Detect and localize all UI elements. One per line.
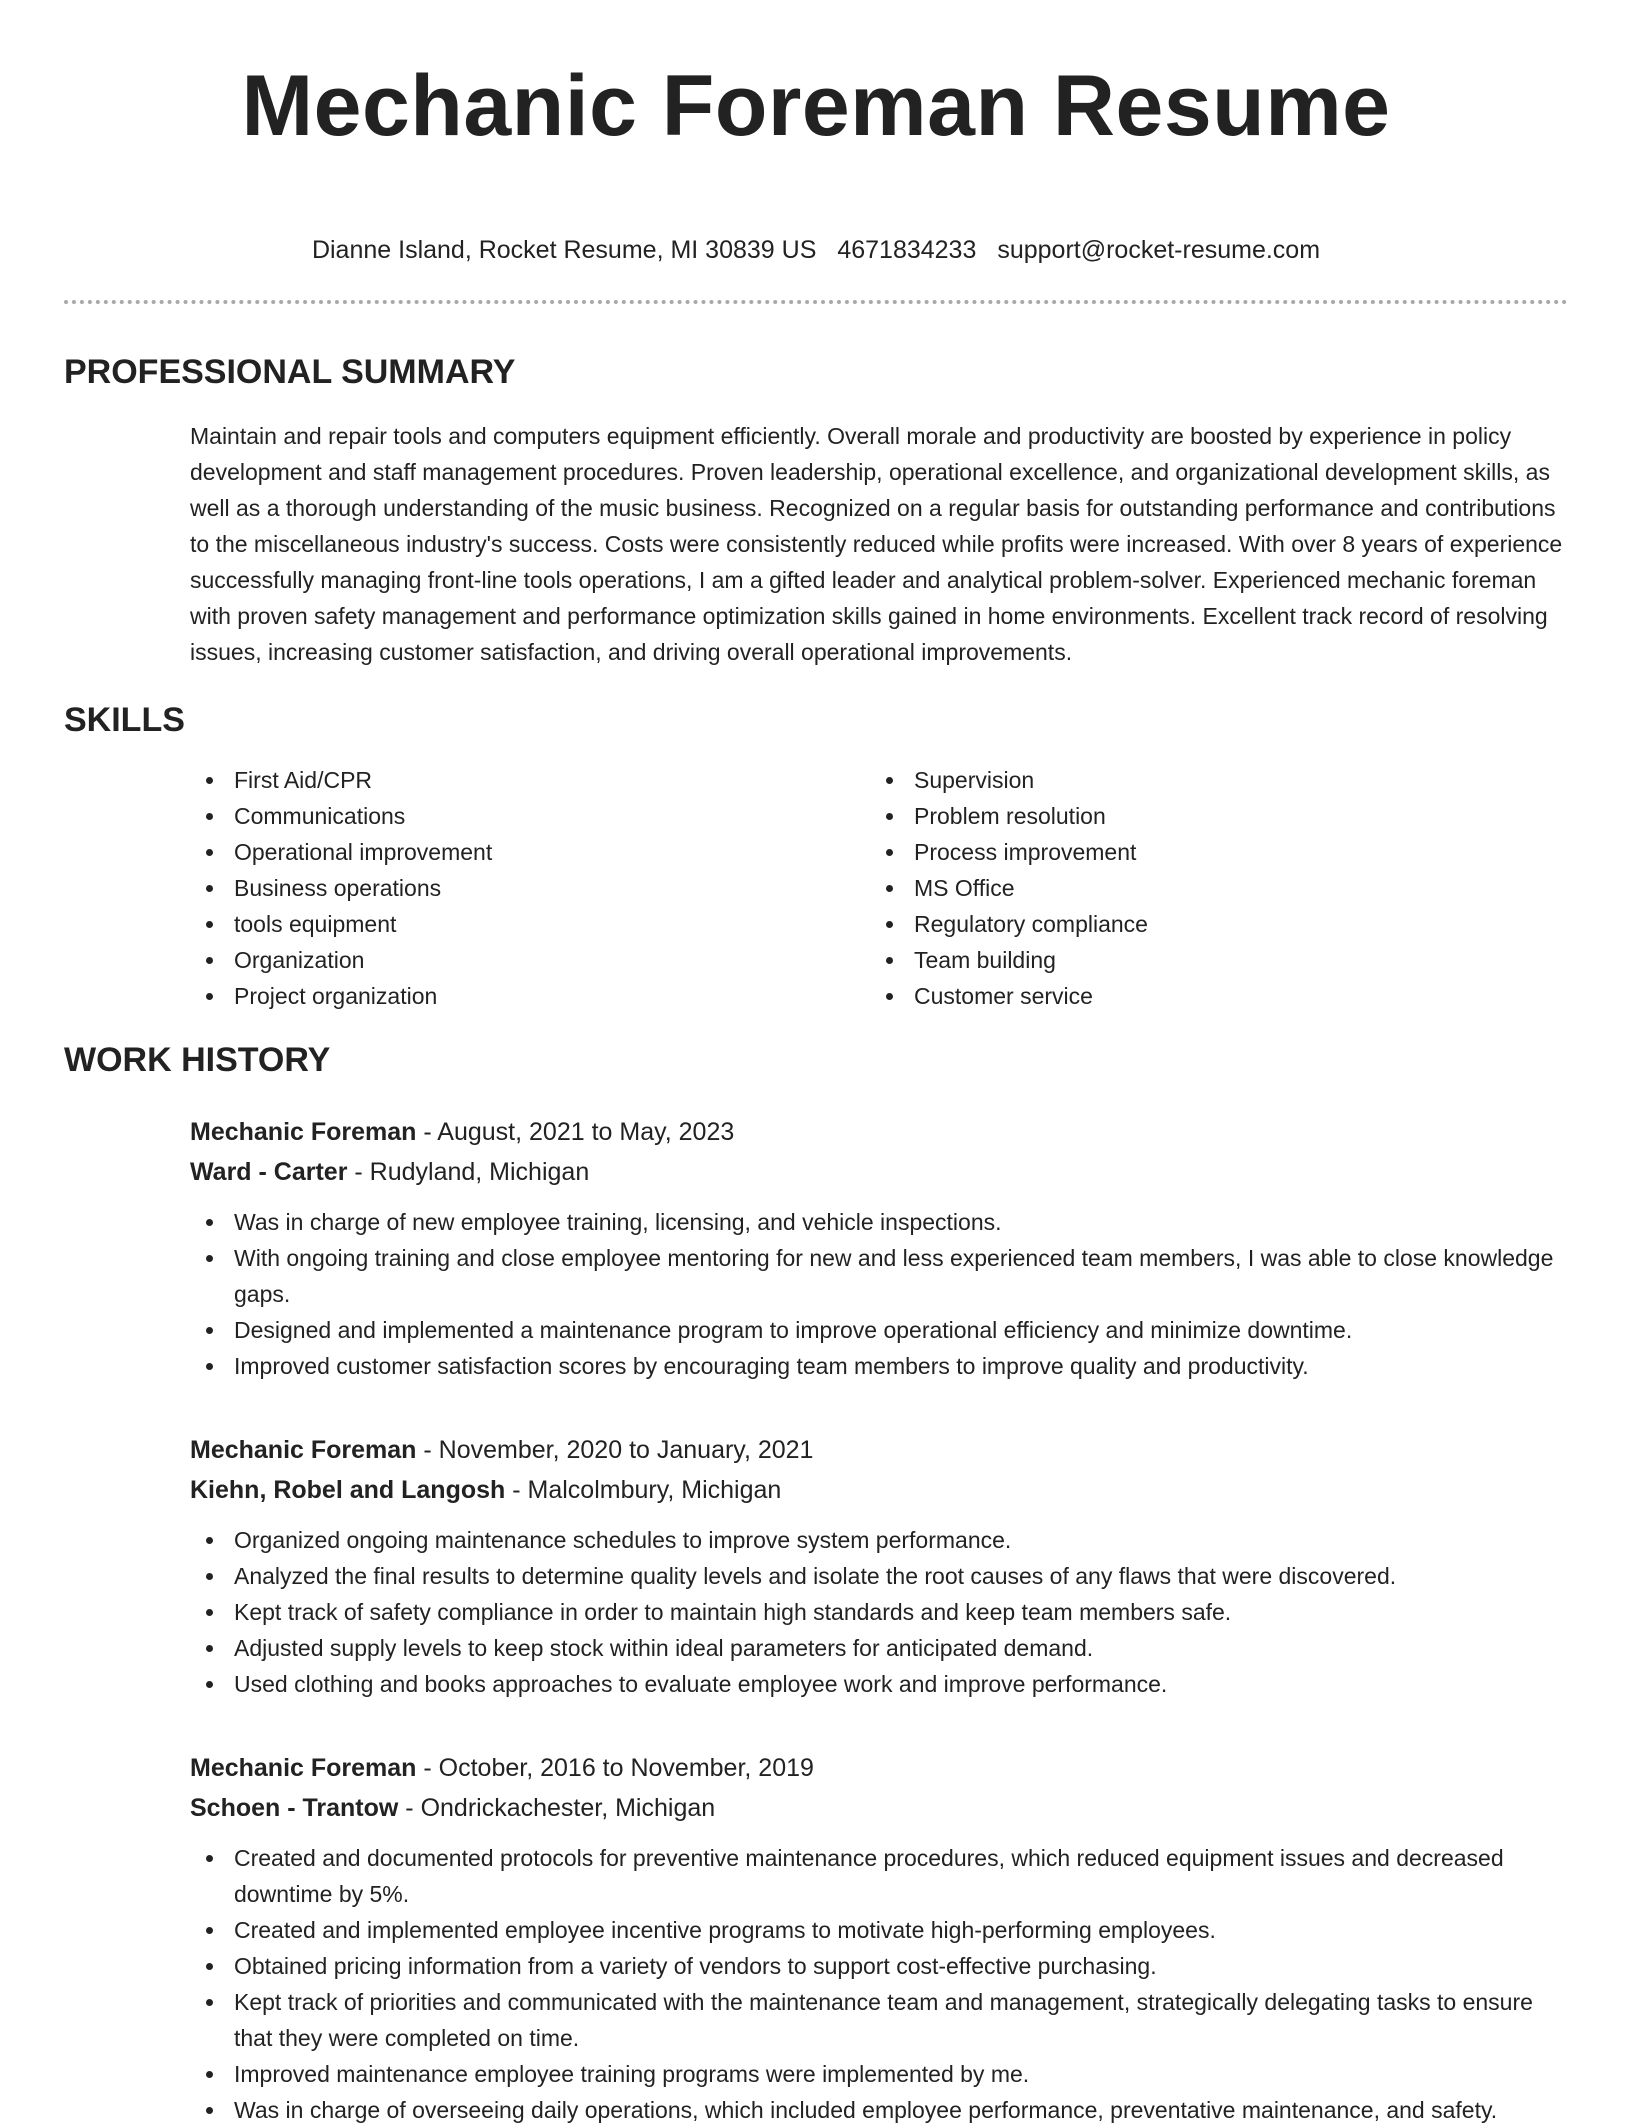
job-duties [190, 1204, 1568, 1384]
skill-item: Regulatory compliance [870, 906, 1148, 942]
skill-item: Problem resolution [870, 798, 1148, 834]
job-duty: Improved customer satisfaction scores by encouraging team members to improve quality and productivity. [190, 1348, 1568, 1384]
skill-item: First Aid/CPR [190, 762, 870, 798]
work-history-list [190, 1112, 1568, 2128]
job-entry [190, 1430, 1568, 1702]
skill-item: Communications [190, 798, 870, 834]
skill-item: tools equipment [190, 906, 870, 942]
job-dates: - August, 2021 to May, 2023 [416, 1118, 735, 1146]
skill-item: Supervision [870, 762, 1148, 798]
skill-item: Team building [870, 942, 1148, 978]
job-title: Mechanic Foreman [190, 1118, 417, 1146]
skills-list [190, 762, 1568, 1014]
job-duty: With ongoing training and close employee mentoring for new and less experienced team members, I was able to close knowledge gaps. [190, 1240, 1568, 1312]
job-company-line [190, 1470, 1568, 1510]
contact-address: Dianne Island, Rocket Resume, MI 30839 US [311, 236, 817, 264]
job-duty: Obtained pricing information from a variety of vendors to support cost-effective purchasing. [190, 1948, 1568, 1984]
contact-phone: 4671834233 [837, 236, 977, 264]
resume-title: Mechanic Foreman Resume [241, 58, 1391, 154]
skill-item: Customer service [870, 978, 1148, 1014]
job-duty: Used clothing and books approaches to evaluate employee work and improve performance. [190, 1666, 1568, 1702]
job-dates: - October, 2016 to November, 2019 [416, 1754, 814, 1782]
contact-line [64, 234, 1568, 266]
job-duty: Was in charge of overseeing daily operations, which included employee performance, preventative maintenance, and safety. [190, 2092, 1568, 2128]
job-title-line [190, 1748, 1568, 1788]
job-title-line [190, 1112, 1568, 1152]
job-company: Kiehn, Robel and Langosh [190, 1476, 506, 1504]
skills-heading: SKILLS [64, 701, 185, 739]
job-duties [190, 1522, 1568, 1702]
job-company: Ward - Carter [190, 1158, 348, 1186]
skills-column-right [870, 762, 1148, 1014]
summary-heading: PROFESSIONAL SUMMARY [64, 353, 516, 391]
job-company-line [190, 1788, 1568, 1828]
job-duty: Adjusted supply levels to keep stock within ideal parameters for anticipated demand. [190, 1630, 1568, 1666]
job-location: - Malcolmbury, Michigan [505, 1476, 782, 1504]
skill-item: Process improvement [870, 834, 1148, 870]
skill-item: MS Office [870, 870, 1148, 906]
job-duty: Created and implemented employee incentive programs to motivate high-performing employees. [190, 1912, 1568, 1948]
skill-item: Operational improvement [190, 834, 870, 870]
job-duty: Improved maintenance employee training programs were implemented by me. [190, 2056, 1568, 2092]
job-duty: Kept track of safety compliance in order to maintain high standards and keep team members safe. [190, 1594, 1568, 1630]
job-company: Schoen - Trantow [190, 1794, 399, 1822]
job-duty: Organized ongoing maintenance schedules to improve system performance. [190, 1522, 1568, 1558]
job-title: Mechanic Foreman [190, 1754, 417, 1782]
summary-text: Maintain and repair tools and computers equipment efficiently. Overall morale and productivity are boosted by experience in policy development and staff management procedures. Proven leadership, operational excellence, and organizational development skills, as well as a thorough understanding of the music business. Recognized on a regular basis for outstanding performance and contributions to the miscellaneous industry's success. Costs were consistently reduced while profits were increased. With over 8 years of experience successfully managing front-line tools operations, I am a gifted leader and analytical problem-solver. Experienced mechanic foreman with proven safety management and performance optimization skills gained in home environments. Excellent track record of resolving issues, increasing customer satisfaction, and driving overall operational improvements. [190, 423, 1563, 665]
job-location: - Ondrickachester, Michigan [398, 1794, 716, 1822]
resume-page [64, 0, 1568, 2128]
job-title: Mechanic Foreman [190, 1436, 417, 1464]
job-company-line [190, 1152, 1568, 1192]
job-duty: Designed and implemented a maintenance program to improve operational efficiency and minimize downtime. [190, 1312, 1568, 1348]
job-duty: Was in charge of new employee training, licensing, and vehicle inspections. [190, 1204, 1568, 1240]
job-duty: Kept track of priorities and communicated with the maintenance team and management, strategically delegating tasks to ensure that they were completed on time. [190, 1984, 1568, 2056]
job-entry [190, 1112, 1568, 1384]
job-duties [190, 1840, 1568, 2128]
contact-email: support@rocket-resume.com [997, 236, 1321, 264]
header-divider [64, 300, 1568, 304]
job-location: - Rudyland, Michigan [347, 1158, 590, 1186]
work-history-heading: WORK HISTORY [64, 1041, 331, 1079]
job-dates: - November, 2020 to January, 2021 [416, 1436, 814, 1464]
skill-item: Organization [190, 942, 870, 978]
skill-item: Business operations [190, 870, 870, 906]
job-duty: Created and documented protocols for preventive maintenance procedures, which reduced equipment issues and decreased downtime by 5%. [190, 1840, 1568, 1912]
job-title-line [190, 1430, 1568, 1470]
job-entry [190, 1748, 1568, 2128]
job-duty: Analyzed the final results to determine quality levels and isolate the root causes of any flaws that were discovered. [190, 1558, 1568, 1594]
skill-item: Project organization [190, 978, 870, 1014]
skills-column-left [190, 762, 870, 1014]
